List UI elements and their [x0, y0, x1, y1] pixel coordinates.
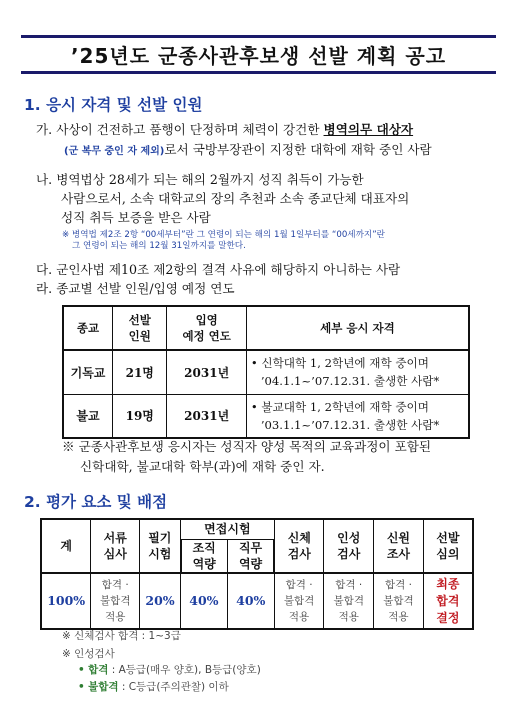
th-physical: 신체 검사	[274, 519, 324, 573]
title-rule-top	[21, 35, 496, 38]
note-fail	[78, 679, 229, 695]
section1-heading: 1. 응시 자격 및 선발 인원	[24, 96, 203, 114]
item-da-text: 군인사법 제10조 제2항의 결격 사유에 해당하지 아니하는 사람	[56, 262, 401, 277]
cell-religion: 불교	[63, 394, 113, 438]
cell-religion: 기독교	[63, 350, 113, 394]
item-na-line2: 사람으로서, 소속 대학교의 장의 추천과 소속 종교단체 대표자의	[61, 191, 410, 206]
item-ra	[36, 279, 235, 298]
evaluation-table	[40, 518, 474, 630]
footnote-line1: ※ 군종사관후보생 응시자는 성직자 양성 목적의 교육과정이 포함된	[62, 439, 432, 454]
section2-heading: 2. 평가 요소 및 배점	[24, 493, 168, 511]
table-row	[63, 394, 469, 438]
table-row	[63, 350, 469, 394]
cell-written: 20%	[140, 573, 181, 629]
title-rule-bottom	[21, 71, 496, 74]
note-pass	[78, 662, 261, 678]
th-background: 신원 조사	[374, 519, 424, 573]
th-final: 선발 심의	[423, 519, 473, 573]
pass-text: : A등급(매우 양호), B등급(양호)	[108, 664, 261, 676]
item-da	[36, 260, 400, 279]
item-ga-paren: (군 복무 중인 자 제외)	[64, 146, 165, 157]
th-religion: 종교	[63, 306, 113, 350]
item-ga-text-after: 로서 국방부장관이 지정한 대학에 재학 중인 사람	[164, 142, 432, 157]
bullet-icon: •	[78, 681, 85, 693]
th-requirements: 세부 응시 자격	[246, 306, 469, 350]
item-na-note-line1: ※ 병역법 제2조 2항 “00세부터”란 그 연령이 되는 해의 1월 1일부터를 “00세까지”란	[62, 230, 385, 240]
item-ra-marker: 라.	[36, 281, 53, 296]
req-line2: ’04.1.1~’07.12.31. 출생한 사람*	[260, 374, 440, 389]
req-line1: • 신학대학 1, 2학년에 재학 중이며	[250, 356, 429, 371]
cell-final: 최종 합격 결정	[423, 573, 473, 629]
religion-quota-table	[62, 305, 470, 439]
item-na-line1: 병역법상 28세가 되는 해의 2월까지 성직 취득이 가능한	[56, 172, 364, 187]
item-na-marker: 나.	[36, 172, 53, 187]
item-ga-line2	[64, 140, 432, 161]
fail-label: 불합격	[88, 681, 119, 693]
cell-duty: 40%	[227, 573, 274, 629]
cell-total: 100%	[41, 573, 91, 629]
fail-text: : C등급(주의관찰) 이하	[118, 681, 229, 693]
th-written: 필기 시험	[140, 519, 181, 573]
cell-org: 40%	[181, 573, 228, 629]
th-docs: 서류 심사	[91, 519, 140, 573]
cell-requirements	[246, 394, 469, 438]
cell-docs: 합격 · 불합격 적용	[91, 573, 140, 629]
item-ra-text: 종교별 선발 인원/입영 예정 연도	[56, 281, 235, 296]
bullet-icon: •	[78, 664, 85, 676]
item-ga-text: 사상이 건전하고 품행이 단정하며 체력이 강건한	[56, 122, 324, 137]
item-na-note-line2: 그 연령이 되는 해의 12월 31일까지를 말한다.	[72, 241, 246, 251]
footnote-line2: 신학대학, 불교대학 학부(과)에 재학 중인 자.	[80, 459, 325, 474]
page-title: ’25년도 군종사관후보생 선발 계획 공고	[70, 44, 447, 68]
th-duty: 직무 역량	[227, 539, 274, 573]
item-da-marker: 다.	[36, 262, 53, 277]
cell-background: 합격 · 불합격 적용	[374, 573, 424, 629]
req-line2: ’03.1.1~’07.12.31. 출생한 사람*	[260, 417, 440, 432]
cell-year: 2031년	[167, 394, 246, 438]
th-count: 선발 인원	[113, 306, 167, 350]
pass-label: 합격	[88, 664, 109, 676]
th-year: 입영 예정 연도	[167, 306, 246, 350]
cell-personality: 합격 · 불합격 적용	[324, 573, 374, 629]
note-personality: ※ 인성검사	[62, 648, 115, 660]
item-ga	[36, 120, 413, 139]
req-line1: • 불교대학 1, 2학년에 재학 중이며	[250, 399, 429, 414]
cell-year: 2031년	[167, 350, 246, 394]
th-interview: 면접시험	[181, 519, 275, 539]
cell-requirements	[246, 350, 469, 394]
cell-physical: 합격 · 불합격 적용	[274, 573, 324, 629]
th-total: 계	[41, 519, 91, 573]
item-na-line3: 성직 취득 보증을 받은 사람	[61, 210, 211, 225]
table-row	[41, 573, 473, 629]
th-org: 조직 역량	[181, 539, 228, 573]
cell-count: 19명	[113, 394, 167, 438]
item-ga-highlight: 병역의무 대상자	[323, 122, 414, 137]
item-na	[36, 170, 364, 189]
th-personality: 인성 검사	[324, 519, 374, 573]
cell-count: 21명	[113, 350, 167, 394]
note-physical: ※ 신체검사 합격 : 1~3급	[62, 630, 181, 642]
item-ga-marker: 가.	[36, 122, 53, 137]
